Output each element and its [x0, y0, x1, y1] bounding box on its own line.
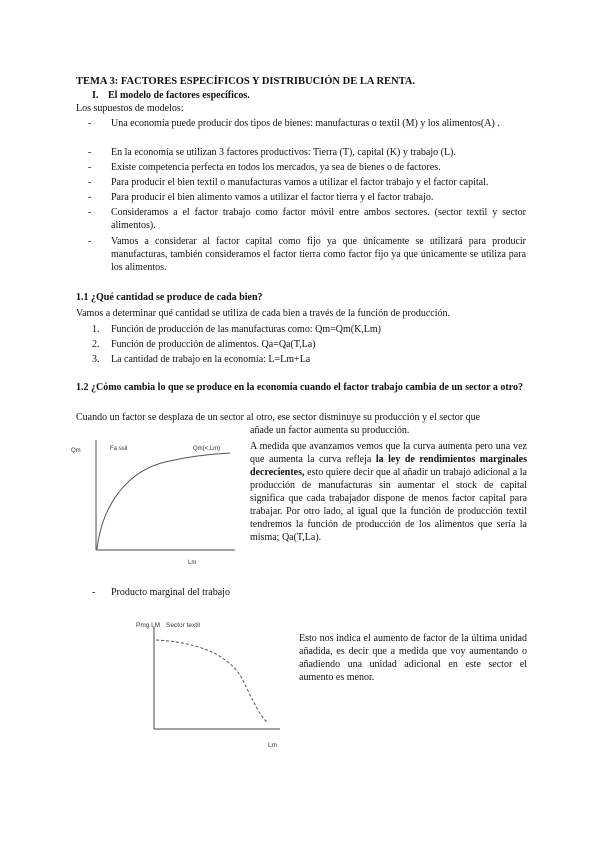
- x-axis-label: Lm: [188, 560, 197, 566]
- section-1-2-intro-line1: Cuando un factor se desplaza de un sector al otro, ese sector disminuye su producción y el sector que: [76, 412, 481, 423]
- assumption-6: Consideramos a el factor trabajo como factor móvil entre ambos sectores. (sector textil y sector alimentos).: [111, 207, 526, 231]
- bullet-marker: -: [88, 207, 92, 218]
- section-1-1-heading: 1.1 ¿Qué cantidad se produce de cada bien?: [76, 292, 263, 303]
- paragraph-text: esto quiere decir que al añadir un trabajo adicional a la producción de manufacturas sin aumentar el stock de capital significa que cada trabajador dispone de menos factor capital para trabajar. Por otro lado, al igual que la función de producción textil tendremos la función de producción de los alimentos que sería la misma; Qa(T,La).: [250, 467, 527, 543]
- list-number: 3.: [92, 354, 100, 365]
- section-1-number: I.: [92, 90, 99, 101]
- sector-label: Sector textil: [166, 622, 200, 629]
- bullet-marker: -: [88, 236, 92, 247]
- marginal-product-chart: [136, 615, 300, 755]
- section-1-2-paragraph: [250, 440, 527, 544]
- assumption-1: Una economía puede producir dos tipos de bienes: manufacturas o textil (M) y los alimentos(A) .: [111, 118, 500, 129]
- document-title: TEMA 3: FACTORES ESPECÍFICOS Y DISTRIBUCIÓN DE LA RENTA.: [76, 76, 416, 87]
- marginal-product-curve: [156, 640, 268, 723]
- paragraph-text: A medida que avanzamos vemos que la curva aumenta pero una vez que aumenta la curva refleja: [250, 441, 527, 465]
- assumption-5: Para producir el bien alimento vamos a utilizar el factor tierra y el factor trabajo.: [111, 192, 434, 203]
- bullet-marker: -: [92, 587, 96, 598]
- assumption-7: Vamos a considerar al factor capital como fijo ya que únicamente se utilizará para producir manufacturas, también consideramos el factor tierra como factor fijo ya que únicamente se utiliza para los alimentos.: [111, 236, 526, 273]
- section-1-2-heading: 1.2 ¿Cómo cambia lo que se produce en la economía cuando el factor trabajo cambia de un sector a otro?: [76, 382, 524, 393]
- marginal-product-text: Esto nos indica el aumento de factor de la última unidad añadida, es decir que a medida que voy aumentando o añadiendo una unidad adicional en este sector el aumento es menor.: [299, 633, 527, 683]
- curve-label: Qm(<,Lm): [193, 446, 221, 452]
- marginal-product-heading: Producto marginal del trabajo: [111, 587, 230, 598]
- list-number: 2.: [92, 339, 100, 350]
- bullet-marker: -: [88, 192, 92, 203]
- sector-label: Fa ssil: [110, 446, 128, 452]
- section-1-heading: El modelo de factores específicos.: [108, 90, 250, 101]
- assumption-2: En la economía se utilizan 3 factores productivos: Tierra (T), capital (K) y trabajo (L).: [111, 147, 456, 158]
- list-number: 1.: [92, 324, 100, 335]
- section-1-2-intro-line2: añade un factor aumenta su producción.: [250, 425, 410, 436]
- assumption-3: Existe competencia perfecta en todos los mercados, ya sea de bienes o de factores.: [111, 162, 441, 173]
- bullet-marker: -: [88, 162, 92, 173]
- x-axis-label: Lm: [268, 742, 278, 749]
- list-item-1: Función de producción de las manufacturas como: Qm=Qm(K,Lm): [111, 324, 382, 335]
- list-item-3: La cantidad de trabajo en la economía: L=Lm+La: [111, 354, 311, 365]
- list-item-2: Función de producción de alimentos. Qa=Qa(T,La): [111, 339, 316, 350]
- bullet-marker: -: [88, 118, 92, 129]
- paragraph-bold-text: la ley de rendimientos marginales decrecientes,: [250, 454, 528, 478]
- bullet-marker: -: [88, 147, 92, 158]
- production-curve: [97, 453, 230, 549]
- y-axis-label: Qm: [71, 448, 81, 454]
- assumption-4: Para producir el bien textil o manufacturas vamos a utilizar el factor trabajo y el factor capital.: [111, 177, 489, 188]
- section-1-1-intro: Vamos a determinar qué cantidad se utiliza de cada bien a través de la función de producción.: [76, 308, 451, 319]
- production-function-chart: [70, 432, 245, 572]
- section-1-intro: Los supuestos de modelos:: [76, 103, 184, 114]
- y-axis-label: Pmg LM: [136, 622, 161, 629]
- bullet-marker: -: [88, 177, 92, 188]
